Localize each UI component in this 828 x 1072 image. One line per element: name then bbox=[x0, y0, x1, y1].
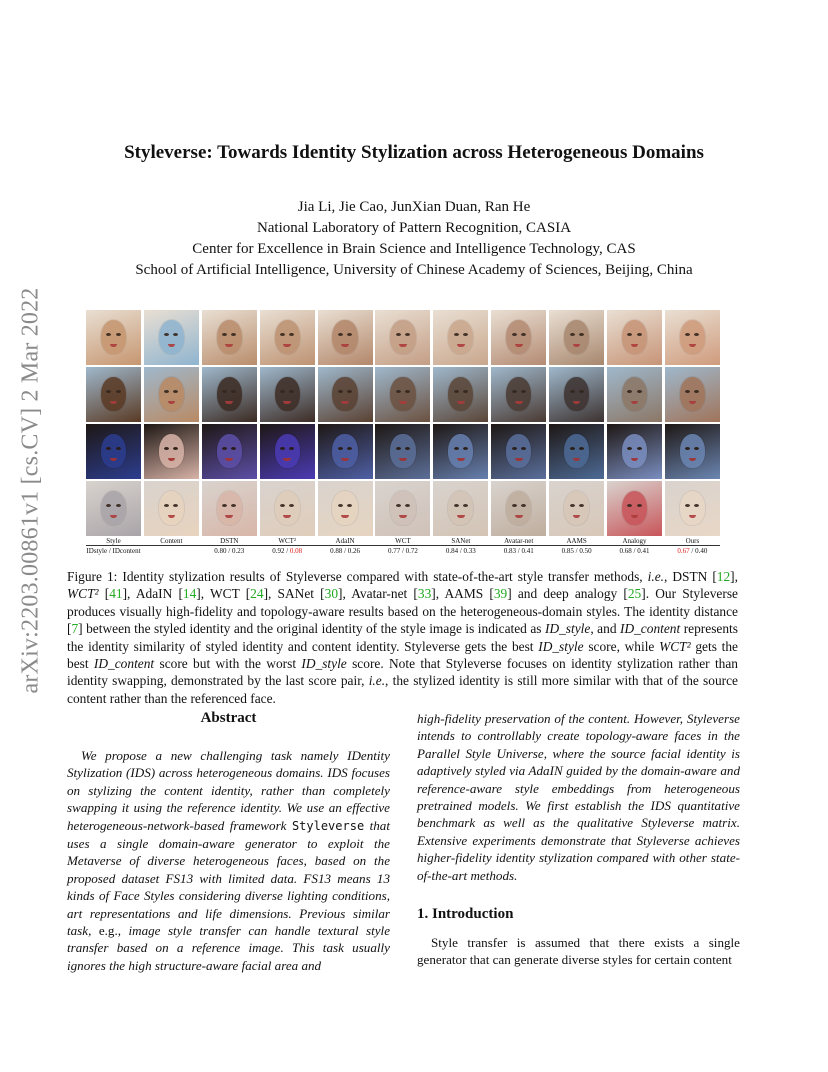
face-eye bbox=[222, 447, 227, 450]
face-shape bbox=[564, 377, 589, 411]
column-label: WCT² bbox=[278, 537, 296, 545]
face-eye bbox=[463, 447, 468, 450]
face-eye bbox=[637, 504, 642, 507]
face-eye bbox=[106, 390, 111, 393]
face-eye bbox=[627, 390, 632, 393]
figure-image-r3-wct- bbox=[260, 424, 315, 479]
score-value: 0.92 / 0.08 bbox=[272, 547, 303, 555]
face-mouth bbox=[110, 458, 118, 461]
face-shape bbox=[217, 320, 242, 354]
figure-image-r4-ours bbox=[665, 481, 720, 536]
face-eye bbox=[289, 333, 294, 336]
face-mouth bbox=[457, 458, 465, 461]
face-mouth bbox=[283, 515, 291, 518]
face-eye bbox=[463, 390, 468, 393]
author-block bbox=[0, 197, 828, 281]
face-eye bbox=[231, 390, 236, 393]
arxiv-identifier: arXiv:2203.00861v1 [cs.CV] 2 Mar 2022 bbox=[17, 286, 44, 694]
face-eye bbox=[347, 390, 352, 393]
face-eye bbox=[116, 447, 121, 450]
image-grid bbox=[86, 310, 720, 536]
column-label: DSTN bbox=[220, 537, 239, 545]
face-eye bbox=[222, 390, 227, 393]
score-value: 0.88 / 0.26 bbox=[330, 547, 361, 555]
face-shape bbox=[506, 320, 531, 354]
column-label: Analogy bbox=[622, 537, 647, 545]
face-shape bbox=[101, 320, 126, 354]
face-shape bbox=[217, 434, 242, 468]
face-eye bbox=[338, 447, 343, 450]
face-eye bbox=[289, 447, 294, 450]
face-eye bbox=[106, 333, 111, 336]
face-shape bbox=[564, 491, 589, 525]
face-mouth bbox=[110, 401, 118, 404]
face-shape bbox=[390, 434, 415, 468]
figure-image-r1-wct bbox=[375, 310, 430, 365]
figure-image-r3-ours bbox=[665, 424, 720, 479]
face-shape bbox=[217, 377, 242, 411]
face-eye bbox=[222, 504, 227, 507]
face-eye bbox=[637, 447, 642, 450]
face-eye bbox=[579, 390, 584, 393]
face-eye bbox=[231, 504, 236, 507]
figure-image-r4-sanet bbox=[433, 481, 488, 536]
abstract-heading: Abstract bbox=[200, 710, 257, 726]
figure-rule bbox=[86, 545, 720, 546]
face-shape bbox=[506, 434, 531, 468]
abstract-text-continued: high-fidelity preservation of the content. However, Styleverse intends to controllably create topology-aware faces in the Parallel Style Universe, where the source facial identity is adaptively styled via AdaIN guided by the domain-aware and reference-aware style embeddings from heterogeneous pretrained models. We first establish the IDS quantitative benchmark as well as the qualitative Styleverse matrix. Extensive experiments demonstrate that Styleverse achieves higher-fidelity identity stylization compared with other state-of-the-art methods. bbox=[417, 711, 740, 883]
figure-image-r3-wct bbox=[375, 424, 430, 479]
figure-image-r1-ours bbox=[665, 310, 720, 365]
face-eye bbox=[570, 447, 575, 450]
face-eye bbox=[231, 333, 236, 336]
face-eye bbox=[521, 504, 526, 507]
paper-title: Styleverse: Towards Identity Stylization across Heterogeneous Domains bbox=[124, 142, 704, 163]
face-mouth bbox=[168, 344, 176, 347]
figure-image-r2-ours bbox=[665, 367, 720, 422]
face-eye bbox=[521, 390, 526, 393]
face-eye bbox=[280, 390, 285, 393]
face-shape bbox=[275, 434, 300, 468]
face-eye bbox=[512, 447, 517, 450]
face-shape bbox=[332, 491, 357, 525]
face-mouth bbox=[341, 458, 349, 461]
face-eye bbox=[173, 504, 178, 507]
face-mouth bbox=[399, 458, 407, 461]
score-value: 0.77 / 0.72 bbox=[387, 547, 418, 555]
figure-image-r3-aams bbox=[549, 424, 604, 479]
face-eye bbox=[116, 333, 121, 336]
face-mouth bbox=[168, 401, 176, 404]
face-eye bbox=[405, 390, 410, 393]
face-shape bbox=[564, 434, 589, 468]
figure-image-r1-analogy bbox=[607, 310, 662, 365]
face-shape bbox=[622, 377, 647, 411]
face-eye bbox=[570, 390, 575, 393]
score-value: 0.80 / 0.23 bbox=[214, 547, 245, 555]
score-value: 0.84 / 0.33 bbox=[445, 547, 476, 555]
figure-image-r3-analogy bbox=[607, 424, 662, 479]
face-shape bbox=[680, 377, 705, 411]
face-mouth bbox=[515, 344, 523, 347]
face-eye bbox=[579, 333, 584, 336]
face-eye bbox=[521, 447, 526, 450]
column-label: Ours bbox=[685, 537, 700, 545]
face-eye bbox=[338, 333, 343, 336]
column-label: Content bbox=[160, 537, 183, 545]
face-eye bbox=[164, 390, 169, 393]
face-eye bbox=[694, 390, 699, 393]
face-eye bbox=[627, 333, 632, 336]
introduction-text: Style transfer is assumed that there exists a single generator that can generate diverse styles for certain content bbox=[417, 935, 740, 968]
face-mouth bbox=[515, 458, 523, 461]
figure-image-r3-style bbox=[86, 424, 141, 479]
face-mouth bbox=[399, 401, 407, 404]
face-shape bbox=[332, 434, 357, 468]
figure-image-r1-aams bbox=[549, 310, 604, 365]
affiliation-1: National Laboratory of Pattern Recognition, CASIA bbox=[256, 220, 572, 236]
face-eye bbox=[338, 390, 343, 393]
face-eye bbox=[512, 504, 517, 507]
face-mouth bbox=[168, 458, 176, 461]
figure-image-r2-style bbox=[86, 367, 141, 422]
right-column bbox=[417, 710, 740, 968]
face-shape bbox=[564, 320, 589, 354]
face-eye bbox=[405, 333, 410, 336]
face-eye bbox=[570, 504, 575, 507]
face-eye bbox=[685, 447, 690, 450]
score-value: 0.83 / 0.41 bbox=[503, 547, 534, 555]
face-eye bbox=[685, 333, 690, 336]
figure-1 bbox=[86, 310, 720, 555]
column-label: SANet bbox=[451, 537, 471, 545]
figure-image-r3-dstn bbox=[202, 424, 257, 479]
face-shape bbox=[275, 377, 300, 411]
face-shape bbox=[159, 434, 184, 468]
left-column bbox=[67, 710, 390, 974]
face-eye bbox=[280, 504, 285, 507]
face-eye bbox=[231, 447, 236, 450]
column-label: Avatar-net bbox=[504, 537, 534, 545]
figure-image-r1-style bbox=[86, 310, 141, 365]
face-eye bbox=[694, 447, 699, 450]
face-mouth bbox=[689, 344, 697, 347]
affiliation-2: Center for Excellence in Brain Science and Intelligence Technology, CAS bbox=[192, 241, 636, 257]
face-mouth bbox=[283, 344, 291, 347]
face-shape bbox=[506, 491, 531, 525]
face-eye bbox=[173, 333, 178, 336]
column-label: WCT bbox=[395, 537, 411, 545]
face-mouth bbox=[457, 401, 465, 404]
column-labels bbox=[86, 537, 720, 545]
face-shape bbox=[448, 434, 473, 468]
abstract-text: We propose a new challenging task namely IDentity Stylization (IDS) across heterogeneous domains. IDS focuses on stylizing the content identity, rather than completely swapping it using the reference identity. We use an effective heterogeneous-network-based framework Styleverse that uses a single domain-aware generator to exploit the Metaverse of diverse heterogeneous faces, based on the proposed dataset FS13 with limited data. FS13 means 13 kinds of Face Styles considering diverse lighting conditions, art representations and life dimensions. Previous similar task, e.g., image style transfer can handle textural style transfer based on a reference image. This task usually ignores the high structure-aware facial area and bbox=[67, 748, 391, 973]
face-eye bbox=[405, 447, 410, 450]
figure-image-r4-adain bbox=[318, 481, 373, 536]
figure-image-r3-content bbox=[144, 424, 199, 479]
score-row-label: IDstyle / IDcontent bbox=[86, 547, 141, 555]
face-eye bbox=[454, 447, 459, 450]
score-value: 0.85 / 0.50 bbox=[561, 547, 592, 555]
face-eye bbox=[521, 333, 526, 336]
face-mouth bbox=[573, 401, 581, 404]
face-mouth bbox=[689, 515, 697, 518]
section-heading-introduction: 1. Introduction bbox=[417, 906, 514, 922]
figure-image-r4-avatar-net bbox=[491, 481, 546, 536]
face-eye bbox=[454, 333, 459, 336]
face-mouth bbox=[283, 401, 291, 404]
figure-image-r3-avatar-net bbox=[491, 424, 546, 479]
face-eye bbox=[694, 504, 699, 507]
face-mouth bbox=[225, 458, 233, 461]
face-shape bbox=[448, 320, 473, 354]
face-eye bbox=[512, 333, 517, 336]
figure-image-r1-content bbox=[144, 310, 199, 365]
face-shape bbox=[159, 491, 184, 525]
face-mouth bbox=[110, 344, 118, 347]
face-eye bbox=[694, 333, 699, 336]
figure-image-r2-adain bbox=[318, 367, 373, 422]
face-eye bbox=[116, 390, 121, 393]
figure-image-r2-content bbox=[144, 367, 199, 422]
face-mouth bbox=[515, 515, 523, 518]
face-eye bbox=[347, 333, 352, 336]
face-shape bbox=[680, 491, 705, 525]
face-eye bbox=[396, 504, 401, 507]
figure-image-r4-content bbox=[144, 481, 199, 536]
figure-image-r1-avatar-net bbox=[491, 310, 546, 365]
figure-image-r2-wct bbox=[375, 367, 430, 422]
face-shape bbox=[448, 377, 473, 411]
face-shape bbox=[680, 434, 705, 468]
face-mouth bbox=[573, 344, 581, 347]
score-value: 0.67 / 0.40 bbox=[677, 547, 708, 555]
face-mouth bbox=[341, 344, 349, 347]
figure-image-r1-wct- bbox=[260, 310, 315, 365]
face-shape bbox=[680, 320, 705, 354]
face-eye bbox=[289, 504, 294, 507]
face-eye bbox=[463, 504, 468, 507]
face-eye bbox=[280, 447, 285, 450]
face-eye bbox=[164, 447, 169, 450]
face-mouth bbox=[689, 401, 697, 404]
face-mouth bbox=[457, 515, 465, 518]
face-eye bbox=[173, 447, 178, 450]
figure-image-r1-adain bbox=[318, 310, 373, 365]
face-eye bbox=[338, 504, 343, 507]
face-shape bbox=[390, 491, 415, 525]
face-eye bbox=[347, 504, 352, 507]
face-mouth bbox=[399, 344, 407, 347]
figure-image-r2-sanet bbox=[433, 367, 488, 422]
face-eye bbox=[396, 447, 401, 450]
face-mouth bbox=[399, 515, 407, 518]
face-mouth bbox=[225, 401, 233, 404]
face-eye bbox=[637, 390, 642, 393]
face-mouth bbox=[631, 458, 639, 461]
face-shape bbox=[332, 377, 357, 411]
face-shape bbox=[159, 377, 184, 411]
face-eye bbox=[106, 447, 111, 450]
face-mouth bbox=[110, 515, 118, 518]
face-eye bbox=[347, 447, 352, 450]
face-eye bbox=[512, 390, 517, 393]
face-mouth bbox=[631, 401, 639, 404]
face-mouth bbox=[573, 458, 581, 461]
figure-image-r4-wct- bbox=[260, 481, 315, 536]
column-label: AAMS bbox=[566, 537, 587, 545]
face-eye bbox=[463, 333, 468, 336]
figure-image-r4-aams bbox=[549, 481, 604, 536]
figure-image-r4-wct bbox=[375, 481, 430, 536]
face-shape bbox=[275, 320, 300, 354]
figure-image-r3-adain bbox=[318, 424, 373, 479]
face-eye bbox=[164, 333, 169, 336]
face-eye bbox=[164, 504, 169, 507]
face-eye bbox=[637, 333, 642, 336]
score-value bbox=[144, 547, 199, 555]
face-mouth bbox=[573, 515, 581, 518]
face-mouth bbox=[341, 515, 349, 518]
face-eye bbox=[405, 504, 410, 507]
face-mouth bbox=[341, 401, 349, 404]
face-mouth bbox=[631, 515, 639, 518]
face-eye bbox=[396, 390, 401, 393]
face-shape bbox=[332, 320, 357, 354]
face-mouth bbox=[225, 344, 233, 347]
face-eye bbox=[579, 504, 584, 507]
face-eye bbox=[289, 390, 294, 393]
face-shape bbox=[622, 491, 647, 525]
figure-image-r4-dstn bbox=[202, 481, 257, 536]
face-shape bbox=[217, 491, 242, 525]
face-shape bbox=[101, 491, 126, 525]
face-shape bbox=[275, 491, 300, 525]
figure-image-r3-sanet bbox=[433, 424, 488, 479]
face-eye bbox=[116, 504, 121, 507]
figure-image-r2-analogy bbox=[607, 367, 662, 422]
face-eye bbox=[173, 390, 178, 393]
figure-image-r1-dstn bbox=[202, 310, 257, 365]
face-eye bbox=[685, 390, 690, 393]
face-shape bbox=[506, 377, 531, 411]
face-eye bbox=[396, 333, 401, 336]
figure-image-r4-style bbox=[86, 481, 141, 536]
face-mouth bbox=[631, 344, 639, 347]
figure-image-r2-wct- bbox=[260, 367, 315, 422]
face-shape bbox=[390, 320, 415, 354]
face-shape bbox=[101, 434, 126, 468]
face-eye bbox=[627, 504, 632, 507]
face-eye bbox=[106, 504, 111, 507]
face-shape bbox=[622, 434, 647, 468]
face-eye bbox=[280, 333, 285, 336]
face-eye bbox=[454, 504, 459, 507]
face-eye bbox=[454, 390, 459, 393]
score-value: 0.68 / 0.41 bbox=[619, 547, 650, 555]
face-mouth bbox=[225, 515, 233, 518]
figure-image-r2-dstn bbox=[202, 367, 257, 422]
face-shape bbox=[390, 377, 415, 411]
face-eye bbox=[627, 447, 632, 450]
face-eye bbox=[579, 447, 584, 450]
face-mouth bbox=[689, 458, 697, 461]
face-shape bbox=[101, 377, 126, 411]
column-label: Style bbox=[106, 537, 121, 545]
figure-image-r4-analogy bbox=[607, 481, 662, 536]
face-eye bbox=[222, 333, 227, 336]
face-shape bbox=[448, 491, 473, 525]
author-list: Jia Li, Jie Cao, JunXian Duan, Ran He bbox=[297, 199, 531, 215]
figure-image-r2-aams bbox=[549, 367, 604, 422]
figure-image-r2-avatar-net bbox=[491, 367, 546, 422]
face-shape bbox=[622, 320, 647, 354]
face-mouth bbox=[283, 458, 291, 461]
figure-caption: Figure 1: Identity stylization results of Styleverse compared with state-of-the-art style transfer methods, i.e., DSTN [12], WCT² [41], AdaIN [14], WCT [24], SANet [30], Avatar-net [33], AAMS [39] and deep analogy [25]. Our Styleverse produces visually high-fidelity and topology-aware results based on the heterogeneous-domain styles. The identity distance [7] between the styled identity and the original identity of the style image is indicated as ID_style, and ID_content represents the identity similarity of styled identity and content identity. Styleverse gets the best ID_style score, while WCT² gets the best ID_content score but with the worst ID_style score. Note that Styleverse focuses on identity stylization rather than identity swapping, demonstrated by the last score pair, i.e., the stylized identity is still more similar with that of the source content rather than the referenced face. bbox=[67, 569, 739, 706]
score-labels bbox=[86, 547, 720, 555]
face-mouth bbox=[457, 344, 465, 347]
column-label: AdaIN bbox=[335, 537, 355, 545]
face-eye bbox=[685, 504, 690, 507]
face-mouth bbox=[515, 401, 523, 404]
figure-image-r1-sanet bbox=[433, 310, 488, 365]
face-shape bbox=[159, 320, 184, 354]
affiliation-3: School of Artificial Intelligence, University of Chinese Academy of Sciences, Beijing, China bbox=[135, 262, 693, 278]
face-mouth bbox=[168, 515, 176, 518]
face-eye bbox=[570, 333, 575, 336]
